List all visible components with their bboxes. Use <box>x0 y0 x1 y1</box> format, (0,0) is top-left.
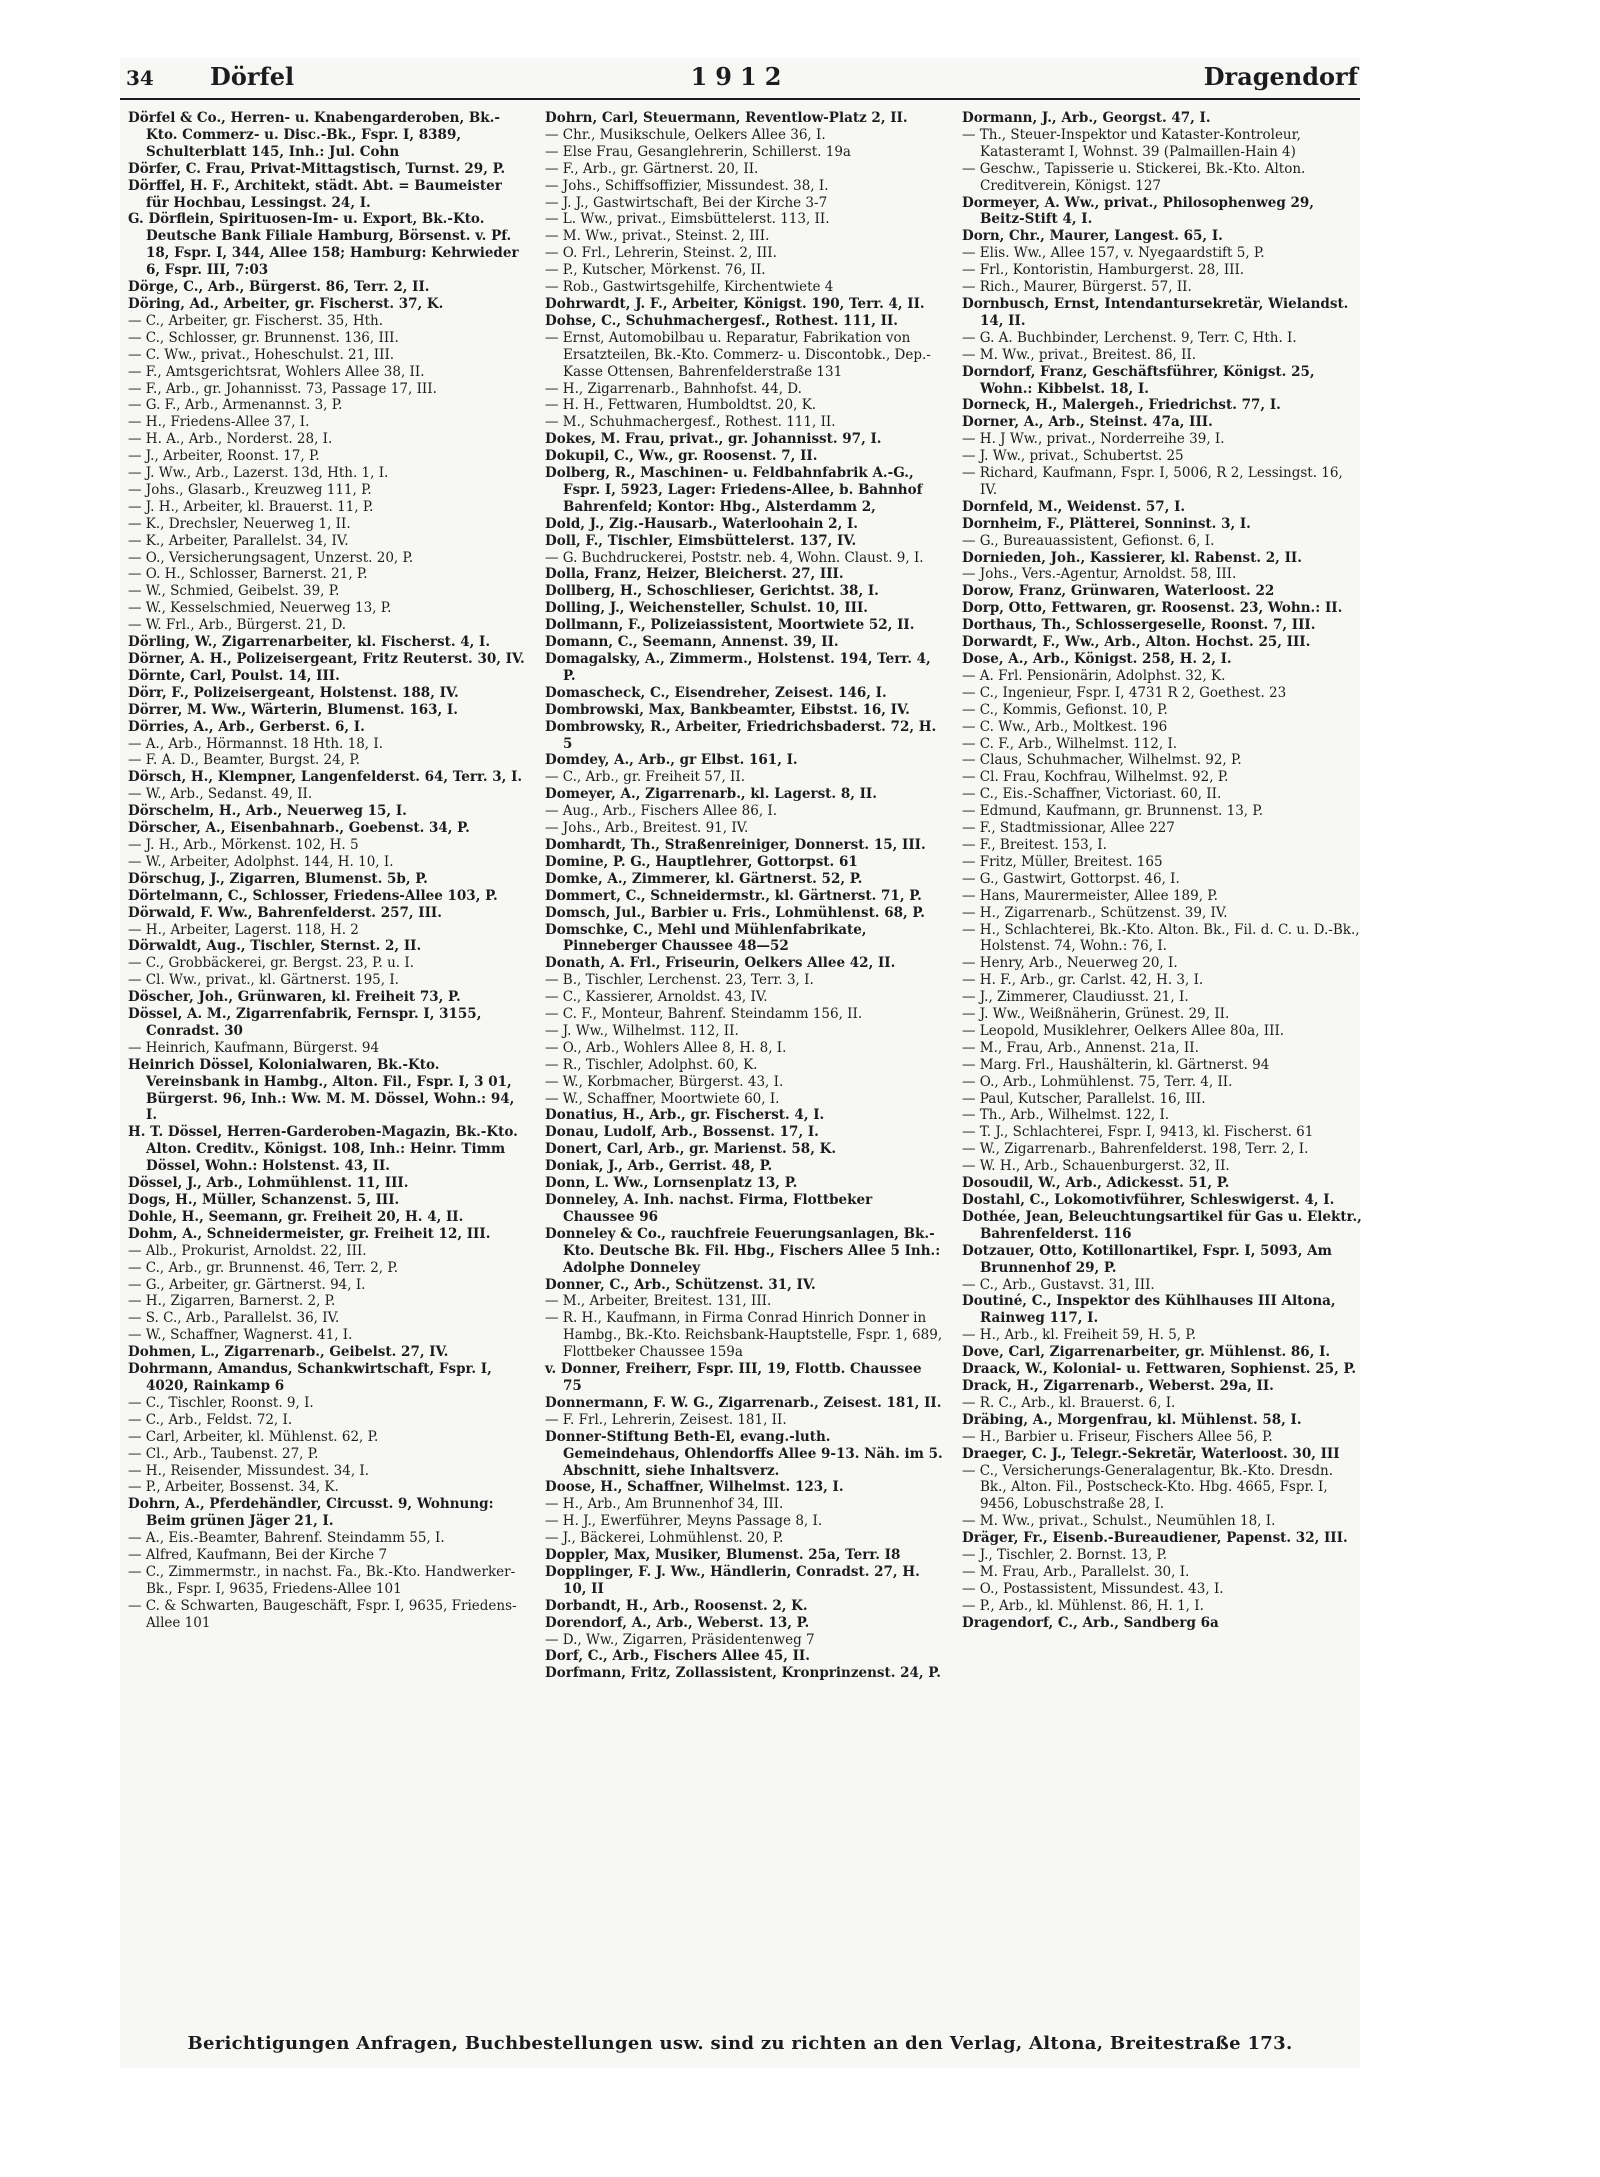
column-2 <box>545 110 945 1682</box>
page-header <box>120 58 1360 100</box>
directory-entry: — Johs., Vers.-Agentur, Arnoldst. 58, III. <box>962 566 1237 583</box>
directory-entry: — H., Zigarrenarb., Bahnhofst. 44, D. <box>545 380 802 397</box>
directory-entry: — W. H., Arb., Schauenburgerst. 32, II. <box>962 1158 1230 1175</box>
directory-entry: — H., Arb., Am Brunnenhof 34, III. <box>545 1496 784 1513</box>
directory-entry: Donau, Ludolf, Arb., Bossenst. 17, I. <box>545 1124 819 1141</box>
directory-entry: — M. Ww., privat., Steinst. 2, III. <box>545 228 770 245</box>
directory-entry: — Henry, Arb., Neuerweg 20, I. <box>962 955 1178 972</box>
directory-entry: Dormann, J., Arb., Georgst. 47, I. <box>962 110 1211 126</box>
directory-entry: — C. F., Monteur, Bahrenf. Steindamm 156, II. <box>545 1006 863 1023</box>
directory-entry: — Leopold, Musiklehrer, Oelkers Allee 80a, III. <box>962 1022 1285 1039</box>
directory-entry: Dogs, H., Müller, Schanzenst. 5, III. <box>128 1192 400 1208</box>
directory-entry: — O. H., Schlosser, Barnerst. 21, P. <box>128 566 368 583</box>
directory-entry: Dohrwardt, J. F., Arbeiter, Königst. 190, Terr. 4, II. <box>545 295 925 312</box>
directory-entry: Domdey, A., Arb., gr Elbst. 161, I. <box>545 752 798 769</box>
directory-entry: — Marg. Frl., Haushälterin, kl. Gärtnerst. 94 <box>962 1056 1270 1073</box>
directory-entry: — C., Ingenieur, Fspr. I, 4731 R 2, Goethest. 23 <box>962 684 1287 701</box>
directory-entry: — Edmund, Kaufmann, gr. Brunnenst. 13, P. <box>962 803 1264 820</box>
directory-entry: Dräger, Fr., Eisenb.-Bureaudiener, Papenst. 32, III. <box>962 1530 1348 1547</box>
directory-entry: — S. C., Arb., Parallelst. 36, IV. <box>128 1310 340 1327</box>
directory-entry: Draack, W., Kolonial- u. Fettwaren, Sophienst. 25, P. <box>962 1361 1357 1378</box>
directory-entry: — H. H., Fettwaren, Humboldtst. 20, K. <box>545 397 817 414</box>
directory-entry: — Elis. Ww., Allee 157, v. Nyegaardstift 5, P. <box>962 245 1265 262</box>
directory-entry: Dörsch, H., Klempner, Langenfelderst. 64, Terr. 3, I. <box>128 769 523 786</box>
directory-entry: Donath, A. Frl., Friseurin, Oelkers Allee 42, II. <box>545 955 896 972</box>
directory-entry: — H., Arbeiter, Lagerst. 118, H. 2 <box>128 921 359 938</box>
directory-entry: — F., Amtsgerichtsrat, Wohlers Allee 38, II. <box>128 363 425 380</box>
directory-entry: Dothée, Jean, Beleuchtungsartikel für Gas u. Elektr., Bahrenfelderst. 116 <box>962 1208 1362 1242</box>
directory-entry: — C., Arb., gr. Brunnenst. 46, Terr. 2, P. <box>128 1259 399 1276</box>
directory-entry: Dotzauer, Otto, Kotillonartikel, Fspr. I, 5093, Am Brunnenhof 29, P. <box>962 1242 1332 1276</box>
directory-entry: Dommert, C., Schneidermstr., kl. Gärtnerst. 71, P. <box>545 887 922 904</box>
directory-entry: — F., Stadtmissionar, Allee 227 <box>962 820 1175 837</box>
directory-page <box>120 58 1360 2068</box>
directory-entry: Dombrowski, Max, Bankbeamter, Eibstst. 16, IV. <box>545 701 910 718</box>
directory-entry: — Th., Steuer-Inspektor und Kataster-Kontroleur, Katasteramt I, Wohnst. 39 (Palmaillen-Hain 4) <box>962 126 1301 160</box>
directory-entry: H. T. Dössel, Herren-Garderoben-Magazin, Bk.-Kto. Alton. Creditv., Königst. 108, Inh.: Heinr. Timm Dössel, Wohn.: Holstenst. 43, II. <box>128 1124 518 1175</box>
directory-entry: Dörner, A. H., Polizeisergeant, Fritz Reuterst. 30, IV. <box>128 651 525 667</box>
directory-entry: — B., Tischler, Lerchenst. 23, Terr. 3, I. <box>545 972 814 989</box>
directory-entry: — Frl., Kontoristin, Hamburgerst. 28, III. <box>962 262 1245 279</box>
directory-entry: Dold, J., Zig.-Hausarb., Waterloohain 2, I. <box>545 515 858 532</box>
directory-entry: Donn, L. Ww., Lornsenplatz 13, P. <box>545 1175 798 1192</box>
directory-entry: — C. & Schwarten, Baugeschäft, Fspr. I, 9635, Friedens-Allee 101 <box>128 1597 517 1631</box>
directory-entry: Domagalsky, A., Zimmerm., Holstenst. 194, Terr. 4, P. <box>545 651 931 684</box>
directory-entry: — G. A. Buchbinder, Lerchenst. 9, Terr. C, Hth. I. <box>962 329 1297 346</box>
directory-entry: Draeger, C. J., Telegr.-Sekretär, Waterloost. 30, III <box>962 1445 1340 1462</box>
directory-entry: Dolling, J., Weichensteller, Schulst. 10, III. <box>545 600 869 617</box>
directory-entry: — C. Ww., Arb., Moltkest. 196 <box>962 718 1168 735</box>
directory-entry: — H. A., Arb., Norderst. 28, I. <box>128 431 333 448</box>
directory-entry: — G., Bureauassistent, Gefionst. 6, I. <box>962 532 1215 549</box>
directory-entry: — H. J., Ewerführer, Meyns Passage 8, I. <box>545 1513 823 1530</box>
directory-entry: — Rich., Maurer, Bürgerst. 57, II. <box>962 279 1192 296</box>
directory-entry: — Aug., Arb., Fischers Allee 86, I. <box>545 803 778 820</box>
directory-entry: — C., Tischler, Roonst. 9, I. <box>128 1394 314 1411</box>
directory-entry: — C., Arb., gr. Freiheit 57, II. <box>545 769 745 786</box>
directory-entry: Dorbandt, H., Arb., Roosenst. 2, K. <box>545 1597 808 1614</box>
directory-entry: — K., Drechsler, Neuerweg 1, II. <box>128 515 351 532</box>
directory-entry: Dorf, C., Arb., Fischers Allee 45, II. <box>545 1648 810 1665</box>
directory-entry: Domascheck, C., Eisendreher, Zeisest. 146, I. <box>545 684 887 701</box>
column-1 <box>128 110 528 1632</box>
directory-entry: Dorn, Chr., Maurer, Langest. 65, I. <box>962 228 1223 245</box>
directory-entry: — Richard, Kaufmann, Fspr. I, 5006, R 2, Lessingst. 16, IV. <box>962 465 1343 498</box>
directory-entry: Dorwardt, F., Ww., Arb., Alton. Hochst. 25, III. <box>962 634 1311 651</box>
directory-entry: — J., Zimmerer, Claudiusst. 21, I. <box>962 989 1189 1006</box>
directory-entry: — Johs., Schiffsoffizier, Missundest. 38, I. <box>545 177 829 194</box>
directory-entry: — C., Grobbäckerei, gr. Bergst. 23, P. u. I. <box>128 955 415 972</box>
directory-entry: Dörrer, M. Ww., Wärterin, Blumenst. 163, I. <box>128 701 458 718</box>
directory-entry: Dornieden, Joh., Kassierer, kl. Rabenst. 2, II. <box>962 549 1302 566</box>
directory-entry: Dörtelmann, C., Schlosser, Friedens-Allee 103, P. <box>128 887 498 904</box>
directory-entry: Dörscher, A., Eisenbahnarb., Goebenst. 34, P. <box>128 820 470 837</box>
directory-entry: Dörnte, Carl, Poulst. 14, III. <box>128 667 340 684</box>
directory-entry: — H. F., Arb., gr. Carlst. 42, H. 3, I. <box>962 972 1204 989</box>
directory-entry: Dörschelm, H., Arb., Neuerweg 15, I. <box>128 803 407 820</box>
directory-entry: Dove, Carl, Zigarrenarbeiter, gr. Mühlenst. 86, I. <box>962 1344 1331 1361</box>
directory-entry: Doll, F., Tischler, Eimsbüttelerst. 137, IV. <box>545 532 857 549</box>
directory-entry: Dohrmann, Amandus, Schankwirtschaft, Fspr. I, 4020, Rainkamp 6 <box>128 1361 492 1394</box>
directory-entry: Dörge, C., Arb., Bürgerst. 86, Terr. 2, II. <box>128 279 430 296</box>
directory-entry: G. Dörflein, Spirituosen-Im- u. Export, Bk.-Kto. Deutsche Bank Filiale Hamburg, Börsenst. v. Pf. 18, Fspr. I, 344, Allee 158; Hamburg: Kehrwieder 6, Fspr. III, 7:03 <box>128 211 519 279</box>
directory-entry: — J. Ww., Wilhelmst. 112, II. <box>545 1022 739 1039</box>
directory-entry: Döscher, Joh., Grünwaren, kl. Freiheit 73, P. <box>128 989 461 1006</box>
directory-entry: — Geschw., Tapisserie u. Stickerei, Bk.-Kto. Alton. Creditverein, Königst. 127 <box>962 160 1306 194</box>
directory-entry: Heinrich Dössel, Kolonialwaren, Bk.-Kto. Vereinsbank in Hambg., Alton. Fil., Fspr. I, 3 01, Bürgerst. 96, Inh.: Ww. M. M. Dössel, Wohn.: 94, I. <box>128 1056 515 1124</box>
directory-entry: Dopplinger, F. J. Ww., Händlerin, Conradst. 27, H. 10, II <box>545 1563 920 1597</box>
directory-entry: Dörr, F., Polizeisergeant, Holstenst. 188, IV. <box>128 684 459 701</box>
directory-entry: Dorp, Otto, Fettwaren, gr. Roosenst. 23, Wohn.: II. <box>962 600 1343 617</box>
directory-entry: — J., Bäckerei, Lohmühlenst. 20, P. <box>545 1530 784 1547</box>
directory-entry: — O., Versicherungsagent, Unzerst. 20, P. <box>128 549 414 566</box>
directory-entry: — J., Tischler, 2. Bornst. 13, P. <box>962 1547 1168 1564</box>
directory-entry: — F. A. D., Beamter, Burgst. 24, P. <box>128 752 360 769</box>
directory-entry: — C., Arb., Feldst. 72, I. <box>128 1411 293 1428</box>
directory-entry: Dorthaus, Th., Schlossergeselle, Roonst. 7, III. <box>962 617 1316 634</box>
directory-entry: Domine, P. G., Hauptlehrer, Gottorpst. 61 <box>545 853 858 870</box>
directory-entry: — F. Frl., Lehrerin, Zeisest. 181, II. <box>545 1411 787 1428</box>
page-footer: Berichtigungen Anfragen, Buchbestellungen usw. sind zu richten an den Verlag, Altona, Breitestraße 173. <box>187 2033 1293 2054</box>
directory-entry: — W., Schaffner, Wagnerst. 41, I. <box>128 1327 353 1344</box>
directory-entry: — M. Frau, Arb., Parallelst. 30, I. <box>962 1563 1190 1580</box>
directory-entry: — C., Schlosser, gr. Brunnenst. 136, III. <box>128 329 399 346</box>
directory-entry: — C., Kommis, Gefionst. 10, P. <box>962 701 1168 718</box>
directory-entry: Dörfer, C. Frau, Privat-Mittagstisch, Turnst. 29, P. <box>128 160 506 177</box>
directory-entry: v. Donner, Freiherr, Fspr. III, 19, Flottb. Chaussee 75 <box>545 1361 922 1394</box>
directory-entry: Dohse, C., Schuhmachergesf., Rothest. 111, II. <box>545 312 898 329</box>
directory-entry: Dörffel, H. F., Architekt, städt. Abt. = Baumeister für Hochbau, Lessingst. 24, I. <box>128 177 502 211</box>
directory-entry: — Ernst, Automobilbau u. Reparatur, Fabrikation von Ersatzteilen, Bk.-Kto. Commerz- u. Discontobk., Dep.-Kasse Ottensen, Bahrenfelderstraße 131 <box>545 329 931 380</box>
directory-entry: Dokupil, C., Ww., gr. Roosenst. 7, II. <box>545 448 818 465</box>
directory-entry: — Claus, Schuhmacher, Wilhelmst. 92, P. <box>962 752 1242 769</box>
directory-entry: Dörschug, J., Zigarren, Blumenst. 5b, P. <box>128 870 428 887</box>
directory-entry: Dorner, A., Arb., Steinst. 47a, III. <box>962 414 1213 431</box>
directory-entry: Donnermann, F. W. G., Zigarrenarb., Zeisest. 181, II. <box>545 1394 942 1411</box>
directory-entry: Dorow, Franz, Grünwaren, Waterloost. 22 <box>962 583 1275 600</box>
directory-entry: — Johs., Arb., Breitest. 91, IV. <box>545 820 749 837</box>
directory-entry: — H. J Ww., privat., Norderreihe 39, I. <box>962 431 1225 448</box>
directory-entry: — M., Schuhmachergesf., Rothest. 111, II. <box>545 414 836 431</box>
directory-entry: Doppler, Max, Musiker, Blumenst. 25a, Terr. I8 <box>545 1547 901 1564</box>
directory-entry: Doutiné, C., Inspektor des Kühlhauses III Altona, Rainweg 117, I. <box>962 1293 1336 1327</box>
directory-entry: Domsch, Jul., Barbier u. Fris., Lohmühlenst. 68, P. <box>545 904 926 921</box>
directory-entry: Drack, H., Zigarrenarb., Weberst. 29a, II. <box>962 1377 1274 1394</box>
directory-entry: — C., Versicherungs-Generalagentur, Bk.-Kto. Dresdn. Bk., Alton. Fil., Postscheck-Kto. Hbg. 4665, Fspr. I, 9456, Lobuschstraße 28, I. <box>962 1462 1334 1513</box>
directory-entry: — P., Arbeiter, Bossenst. 34, K. <box>128 1479 339 1496</box>
directory-entry: Donert, Carl, Arb., gr. Marienst. 58, K. <box>545 1141 837 1158</box>
directory-entry: — J. H., Arbeiter, kl. Brauerst. 11, P. <box>128 498 374 515</box>
page-number: 34 <box>126 66 154 90</box>
directory-entry: — J. H., Arb., Mörkenst. 102, H. 5 <box>128 836 359 853</box>
directory-entry: — T. J., Schlachterei, Fspr. I, 9413, kl. Fischerst. 61 <box>962 1124 1314 1141</box>
directory-entry: Dohm, A., Schneidermeister, gr. Freiheit 12, III. <box>128 1225 491 1242</box>
directory-entry: Dörwald, F. Ww., Bahrenfelderst. 257, III. <box>128 904 442 921</box>
directory-entry: Dohmen, L., Zigarrenarb., Geibelst. 27, IV. <box>128 1344 449 1361</box>
directory-entry: — W. Frl., Arb., Bürgerst. 21, D. <box>128 617 347 634</box>
directory-entry: — H., Friedens-Allee 37, I. <box>128 414 310 431</box>
directory-entry: Domke, A., Zimmerer, kl. Gärtnerst. 52, P. <box>545 870 863 887</box>
directory-entry: Domschke, C., Mehl und Mühlenfabrikate, Pinneberger Chaussee 48—52 <box>545 921 867 955</box>
directory-entry: — F., Arb., gr. Gärtnerst. 20, II. <box>545 160 759 177</box>
directory-entry: — R. C., Arb., kl. Brauerst. 6, I. <box>962 1394 1176 1411</box>
directory-entry: — D., Ww., Zigarren, Präsidentenweg 7 <box>545 1631 815 1648</box>
directory-entry: Dohrn, Carl, Steuermann, Reventlow-Platz 2, II. <box>545 110 908 126</box>
directory-entry: — Rob., Gastwirtsgehilfe, Kirchentwiete 4 <box>545 279 834 296</box>
directory-entry: Dräbing, A., Morgenfrau, kl. Mühlenst. 58, I. <box>962 1411 1302 1428</box>
directory-entry: — Hans, Maurermeister, Allee 189, P. <box>962 887 1218 904</box>
directory-entry: Dolberg, R., Maschinen- u. Feldbahnfabrik A.-G., Fspr. I, 5923, Lager: Friedens-Allee, b. Bahnhof Bahrenfeld; Kontor: Hbg., Alsterdamm 2, <box>545 465 923 515</box>
directory-entry: — W., Schmied, Geibelst. 39, P. <box>128 583 340 600</box>
directory-entry: Doose, H., Schaffner, Wilhelmst. 123, I. <box>545 1479 844 1496</box>
directory-entry: — O., Postassistent, Missundest. 43, I. <box>962 1580 1224 1597</box>
directory-entry: Dorndorf, Franz, Geschäftsführer, Königst. 25, Wohn.: Kibbelst. 18, I. <box>962 363 1315 397</box>
directory-entry: — O., Arb., Wohlers Allee 8, H. 8, I. <box>545 1039 787 1056</box>
directory-entry: Domann, C., Seemann, Annenst. 39, II. <box>545 634 839 651</box>
directory-entry: — W., Korbmacher, Bürgerst. 43, I. <box>545 1073 784 1090</box>
directory-entry: Dolla, Franz, Heizer, Bleicherst. 27, III. <box>545 566 844 583</box>
directory-entry: — R., Tischler, Adolphst. 60, K. <box>545 1056 758 1073</box>
directory-entry: — C., Zimmermstr., in nachst. Fa., Bk.-Kto. Handwerker-Bk., Fspr. I, 9635, Friedens-Allee 101 <box>128 1563 516 1597</box>
directory-entry: Dohle, H., Seemann, gr. Freiheit 20, H. 4, II. <box>128 1208 464 1225</box>
directory-entry: — W., Kesselschmied, Neuerweg 13, P. <box>128 600 392 617</box>
directory-entry: — Fritz, Müller, Breitest. 165 <box>962 853 1163 870</box>
directory-entry: — P., Arb., kl. Mühlenst. 86, H. 1, I. <box>962 1597 1204 1614</box>
directory-entry: — M., Arbeiter, Breitest. 131, III. <box>545 1293 772 1310</box>
directory-entry: — A., Eis.-Beamter, Bahrenf. Steindamm 55, I. <box>128 1530 445 1547</box>
directory-entry: — F., Breitest. 153, I. <box>962 836 1107 853</box>
directory-entry: — L. Ww., privat., Eimsbüttelerst. 113, II. <box>545 211 830 228</box>
directory-entry: — J. Ww., privat., Schubertst. 25 <box>962 448 1184 465</box>
directory-entry: — Paul, Kutscher, Parallelst. 16, III. <box>962 1090 1206 1107</box>
directory-entry: Dörwaldt, Aug., Tischler, Sternst. 2, II. <box>128 938 422 955</box>
directory-entry: — Carl, Arbeiter, kl. Mühlenst. 62, P. <box>128 1428 379 1445</box>
directory-entry: — C., Eis.-Schaffner, Victoriast. 60, II. <box>962 786 1222 803</box>
directory-entry: — J. J., Gastwirtschaft, Bei der Kirche 3-7 <box>545 194 828 211</box>
directory-entry: Donner-Stiftung Beth-El, evang.-luth. Gemeindehaus, Ohlendorffs Allee 9-13. Näh. im 5. Abschnitt, siehe Inhaltsverz. <box>545 1428 943 1479</box>
directory-entry: — C., Arb., Gustavst. 31, III. <box>962 1276 1155 1293</box>
directory-entry: Döring, Ad., Arbeiter, gr. Fischerst. 37, K. <box>128 295 444 312</box>
directory-entry: — Cl. Ww., privat., kl. Gärtnerst. 195, I. <box>128 972 399 989</box>
directory-entry: Dörfel & Co., Herren- u. Knabengarderoben, Bk.-Kto. Commerz- u. Disc.-Bk., Fspr. I, 8389, Schulterblatt 145, Inh.: Jul. Cohn <box>128 110 500 160</box>
directory-entry: Dostahl, C., Lokomotivführer, Schleswigerst. 4, I. <box>962 1192 1335 1208</box>
directory-entry: — Heinrich, Kaufmann, Bürgerst. 94 <box>128 1039 380 1056</box>
directory-entry: — H., Arb., kl. Freiheit 59, H. 5, P. <box>962 1327 1197 1344</box>
directory-entry: — P., Kutscher, Mörkenst. 76, II. <box>545 262 766 279</box>
directory-entry: — Johs., Glasarb., Kreuzweg 111, P. <box>128 481 372 498</box>
directory-entry: Dörries, A., Arb., Gerberst. 6, I. <box>128 718 365 735</box>
directory-entry: — K., Arbeiter, Parallelst. 34, IV. <box>128 532 349 549</box>
directory-entry: — H., Schlachterei, Bk.-Kto. Alton. Bk., Fil. d. C. u. D.-Bk., Holstenst. 74, Wohn.: 76, I. <box>962 921 1360 955</box>
directory-entry: — Th., Arb., Wilhelmst. 122, I. <box>962 1107 1170 1124</box>
directory-entry: — Alb., Prokurist, Arnoldst. 22, III. <box>128 1242 367 1259</box>
directory-entry: Dohrn, A., Pferdehändler, Circusst. 9, Wohnung: Beim grünen Jäger 21, I. <box>128 1496 494 1530</box>
directory-entry: — W., Arb., Sedanst. 49, II. <box>128 786 313 803</box>
directory-entry: Dragendorf, C., Arb., Sandberg 6a <box>962 1614 1219 1631</box>
directory-entry: — Else Frau, Gesanglehrerin, Schillerst. 19a <box>545 143 851 160</box>
directory-entry: Donner, C., Arb., Schützenst. 31, IV. <box>545 1276 816 1293</box>
directory-entry: Donneley & Co., rauchfreie Feuerungsanlagen, Bk.-Kto. Deutsche Bk. Fil. Hbg., Fischers Allee 5 Inh.: Adolphe Donneley <box>545 1225 941 1276</box>
directory-entry: — H., Zigarren, Barnerst. 2, P. <box>128 1293 336 1310</box>
directory-entry: Domeyer, A., Zigarrenarb., kl. Lagerst. 8, II. <box>545 786 877 803</box>
directory-entry: Domhardt, Th., Straßenreiniger, Donnerst. 15, III. <box>545 836 926 853</box>
directory-entry: Donneley, A. Inh. nachst. Firma, Flottbeker Chaussee 96 <box>545 1192 873 1225</box>
directory-entry: Dorneck, H., Malergeh., Friedrichst. 77, I. <box>962 397 1281 414</box>
directory-entry: Dörling, W., Zigarrenarbeiter, kl. Fischerst. 4, I. <box>128 634 491 651</box>
directory-entry: Dössel, A. M., Zigarrenfabrik, Fernspr. I, 3155, Conradst. 30 <box>128 1006 482 1039</box>
directory-entry: — M. Ww., privat., Schulst., Neumühlen 18, I. <box>962 1513 1276 1530</box>
directory-entry: — W., Zigarrenarb., Bahrenfelderst. 198, Terr. 2, I. <box>962 1141 1309 1158</box>
directory-entry: — C. F., Arb., Wilhelmst. 112, I. <box>962 735 1178 752</box>
directory-entry: Dosoudil, W., Arb., Adickesst. 51, P. <box>962 1175 1230 1192</box>
directory-entry: — J., Arbeiter, Roonst. 17, P. <box>128 448 320 465</box>
directory-entry: — J. Ww., Arb., Lazerst. 13d, Hth. 1, I. <box>128 465 389 482</box>
directory-entry: Dornfeld, M., Weidenst. 57, I. <box>962 498 1186 515</box>
directory-entry: — C., Arbeiter, gr. Fischerst. 35, Hth. <box>128 312 384 329</box>
directory-entry: — H., Reisender, Missundest. 34, I. <box>128 1462 370 1479</box>
directory-entry: — H., Barbier u. Friseur, Fischers Allee 56, P. <box>962 1428 1273 1445</box>
directory-entry: — M., Frau, Arb., Annenst. 21a, II. <box>962 1039 1199 1056</box>
directory-entry: — O., Arb., Lohmühlenst. 75, Terr. 4, II. <box>962 1073 1233 1090</box>
directory-entry: — R. H., Kaufmann, in Firma Conrad Hinrich Donner in Hambg., Bk.-Kto. Reichsbank-Hauptstelle, Fspr. 1, 689, Flottbeker Chaussee 159a <box>545 1310 943 1361</box>
directory-entry: — W., Schaffner, Moortwiete 60, I. <box>545 1090 780 1107</box>
directory-entry: — A. Frl. Pensionärin, Adolphst. 32, K. <box>962 667 1226 684</box>
directory-entry: Dorendorf, A., Arb., Weberst. 13, P. <box>545 1614 810 1631</box>
directory-entry: Dokes, M. Frau, privat., gr. Johannisst. 97, I. <box>545 431 882 448</box>
directory-entry: Dornbusch, Ernst, Intendantursekretär, Wielandst. 14, II. <box>962 295 1349 329</box>
directory-entry: — G. F., Arb., Armenannst. 3, P. <box>128 397 343 414</box>
directory-entry: Dornheim, F., Plätterei, Sonninst. 3, I. <box>962 515 1251 532</box>
directory-entry: — G. Buchdruckerei, Poststr. neb. 4, Wohn. Claust. 9, I. <box>545 549 924 566</box>
directory-entry: — G., Gastwirt, Gottorpst. 46, I. <box>962 870 1180 887</box>
directory-entry: — Chr., Musikschule, Oelkers Allee 36, I. <box>545 126 826 143</box>
directory-entry: — O. Frl., Lehrerin, Steinst. 2, III. <box>545 245 777 262</box>
directory-entry: Dollberg, H., Schoschlieser, Gerichtst. 38, I. <box>545 583 879 600</box>
header-left-word: Dörfel <box>210 62 295 91</box>
header-year: 1912 <box>690 62 790 91</box>
directory-entry: — H., Zigarrenarb., Schützenst. 39, IV. <box>962 904 1228 921</box>
directory-entry: — C., Kassierer, Arnoldst. 43, IV. <box>545 989 768 1006</box>
directory-entry: Dorfmann, Fritz, Zollassistent, Kronprinzenst. 24, P. <box>545 1665 941 1682</box>
column-3 <box>962 110 1362 1632</box>
directory-entry: Doniak, J., Arb., Gerrist. 48, P. <box>545 1158 773 1175</box>
directory-entry: Dormeyer, A. Ww., privat., Philosophenweg 29, Beitz-Stift 4, I. <box>962 194 1314 228</box>
directory-entry: — G., Arbeiter, gr. Gärtnerst. 94, I. <box>128 1276 366 1293</box>
directory-entry: — Cl., Arb., Taubenst. 27, P. <box>128 1445 319 1462</box>
directory-entry: Dössel, J., Arb., Lohmühlenst. 11, III. <box>128 1175 409 1192</box>
directory-entry: Dombrowsky, R., Arbeiter, Friedrichsbaderst. 72, H. 5 <box>545 718 937 752</box>
directory-entry: Dose, A., Arb., Königst. 258, H. 2, I. <box>962 651 1232 667</box>
directory-entry: — C. Ww., privat., Hoheschulst. 21, III. <box>128 346 395 363</box>
header-right-word: Dragendorf <box>1203 62 1358 91</box>
directory-entry: — A., Arb., Hörmannst. 18 Hth. 18, I. <box>128 735 383 752</box>
directory-entry: Donatius, H., Arb., gr. Fischerst. 4, I. <box>545 1107 825 1124</box>
directory-entry: Dollmann, F., Polizeiassistent, Moortwiete 52, II. <box>545 617 915 634</box>
directory-entry: — J. Ww., Weißnäherin, Grünest. 29, II. <box>962 1006 1230 1023</box>
directory-entry: — M. Ww., privat., Breitest. 86, II. <box>962 346 1197 363</box>
directory-entry: — F., Arb., gr. Johannisst. 73, Passage 17, III. <box>128 380 437 397</box>
directory-entry: — Alfred, Kaufmann, Bei der Kirche 7 <box>128 1547 388 1564</box>
directory-entry: — W., Arbeiter, Adolphst. 144, H. 10, I. <box>128 853 394 870</box>
directory-entry: — Cl. Frau, Kochfrau, Wilhelmst. 92, P. <box>962 769 1229 786</box>
